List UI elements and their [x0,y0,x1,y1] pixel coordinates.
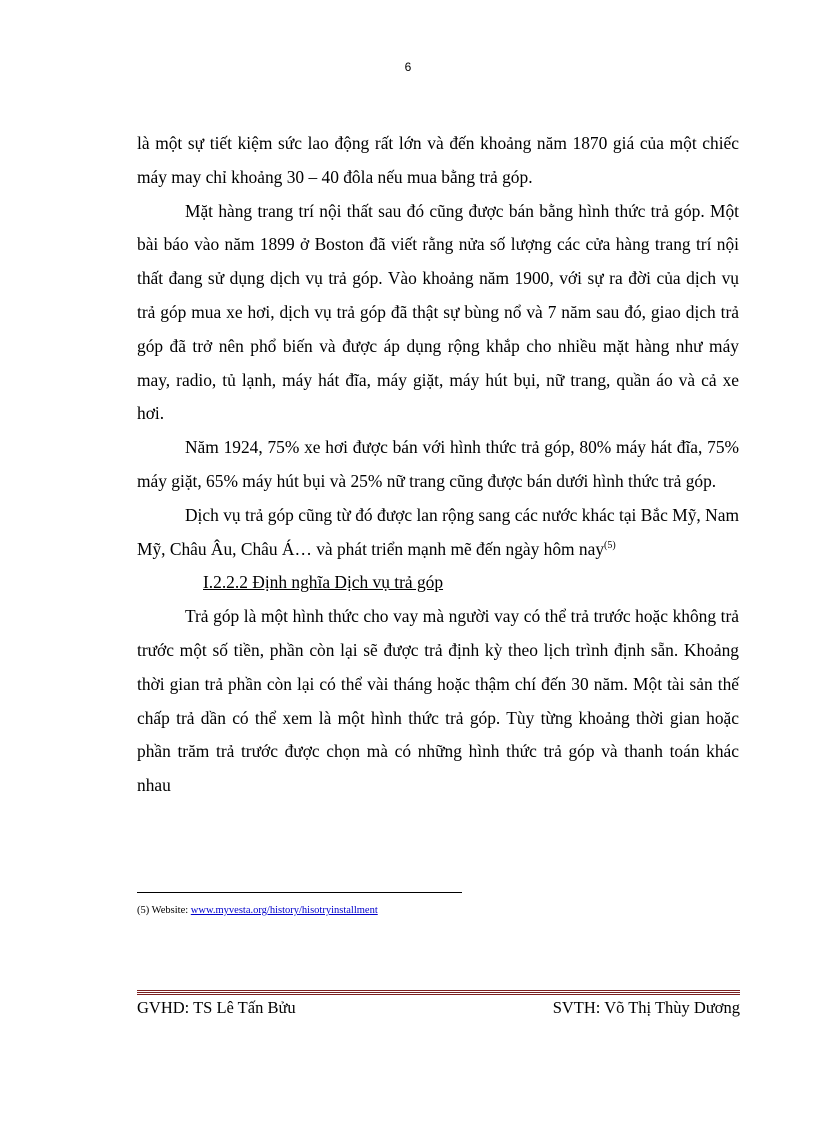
paragraph-1: là một sự tiết kiệm sức lao động rất lớn và đến khoảng năm 1870 giá của một chiếc máy may chỉ khoảng 30 – 40 đôla nếu mua bằng trả góp. [137,133,739,187]
page-number: 6 [404,60,412,74]
footer-divider [137,990,740,996]
paragraph-3: Năm 1924, 75% xe hơi được bán với hình thức trả góp, 80% máy hát đĩa, 75% máy giặt, 65% máy hút bụi và 25% nữ trang cũng được bán dưới hình thức trả góp. [137,437,739,491]
footnote-link[interactable]: www.myvesta.org/history/hisotryinstallment [190,905,378,916]
footnote-separator [137,892,462,893]
section-heading [137,566,739,600]
section-heading-text: I.2.2.2 Định nghĩa Dịch vụ trả góp [203,572,444,593]
document-body [137,127,739,803]
paragraph-4-text: Dịch vụ trả góp cũng từ đó được lan rộng sang các nước khác tại Bắc Mỹ, Nam Mỹ, Châu Âu, Châu Á… và phát triển mạnh mẽ đến ngày hôm nay [137,504,739,559]
paragraph-2: Mặt hàng trang trí nội thất sau đó cũng được bán bằng hình thức trả góp. Một bài báo vào năm 1899 ở Boston đã viết rằng nửa số lượng các cửa hàng trang trí nội thất đang sử dụng dịch vụ trả góp. Vào khoảng năm 1900, với sự ra đời của dịch vụ trả góp mua xe hơi, dịch vụ trả góp đã thật sự bùng nổ và 7 năm sau đó, giao dịch trả góp đã trở nên phổ biến và được áp dụng rộng khắp cho nhiều mặt hàng như máy may, radio, tủ lạnh, máy hát đĩa, máy giặt, máy hút bụi, nữ trang, quần áo và cả xe hơi. [137,200,739,424]
footnote [137,904,378,918]
paragraph-5: Trả góp là một hình thức cho vay mà người vay có thể trả trước hoặc không trả trước một số tiền, phần còn lại sẽ được trả định kỳ theo lịch trình định sẵn. Khoảng thời gian trả phần còn lại có thể vài tháng hoặc thậm chí đến 30 năm. Một tài sản thế chấp trả dần có thể xem là một hình thức trả góp. Tùy từng khoảng thời gian hoặc phần trăm trả trước được chọn mà có những hình thức trả góp và thanh toán khác nhau [137,606,739,796]
paragraph-4 [137,499,739,567]
footnote-reference: (5) [604,539,616,551]
footnote-label: (5) Website: [137,905,191,916]
footer-advisor: GVHD: TS Lê Tấn Bửu [137,998,296,1017]
footer-student: SVTH: Võ Thị Thùy Dương [552,998,740,1017]
